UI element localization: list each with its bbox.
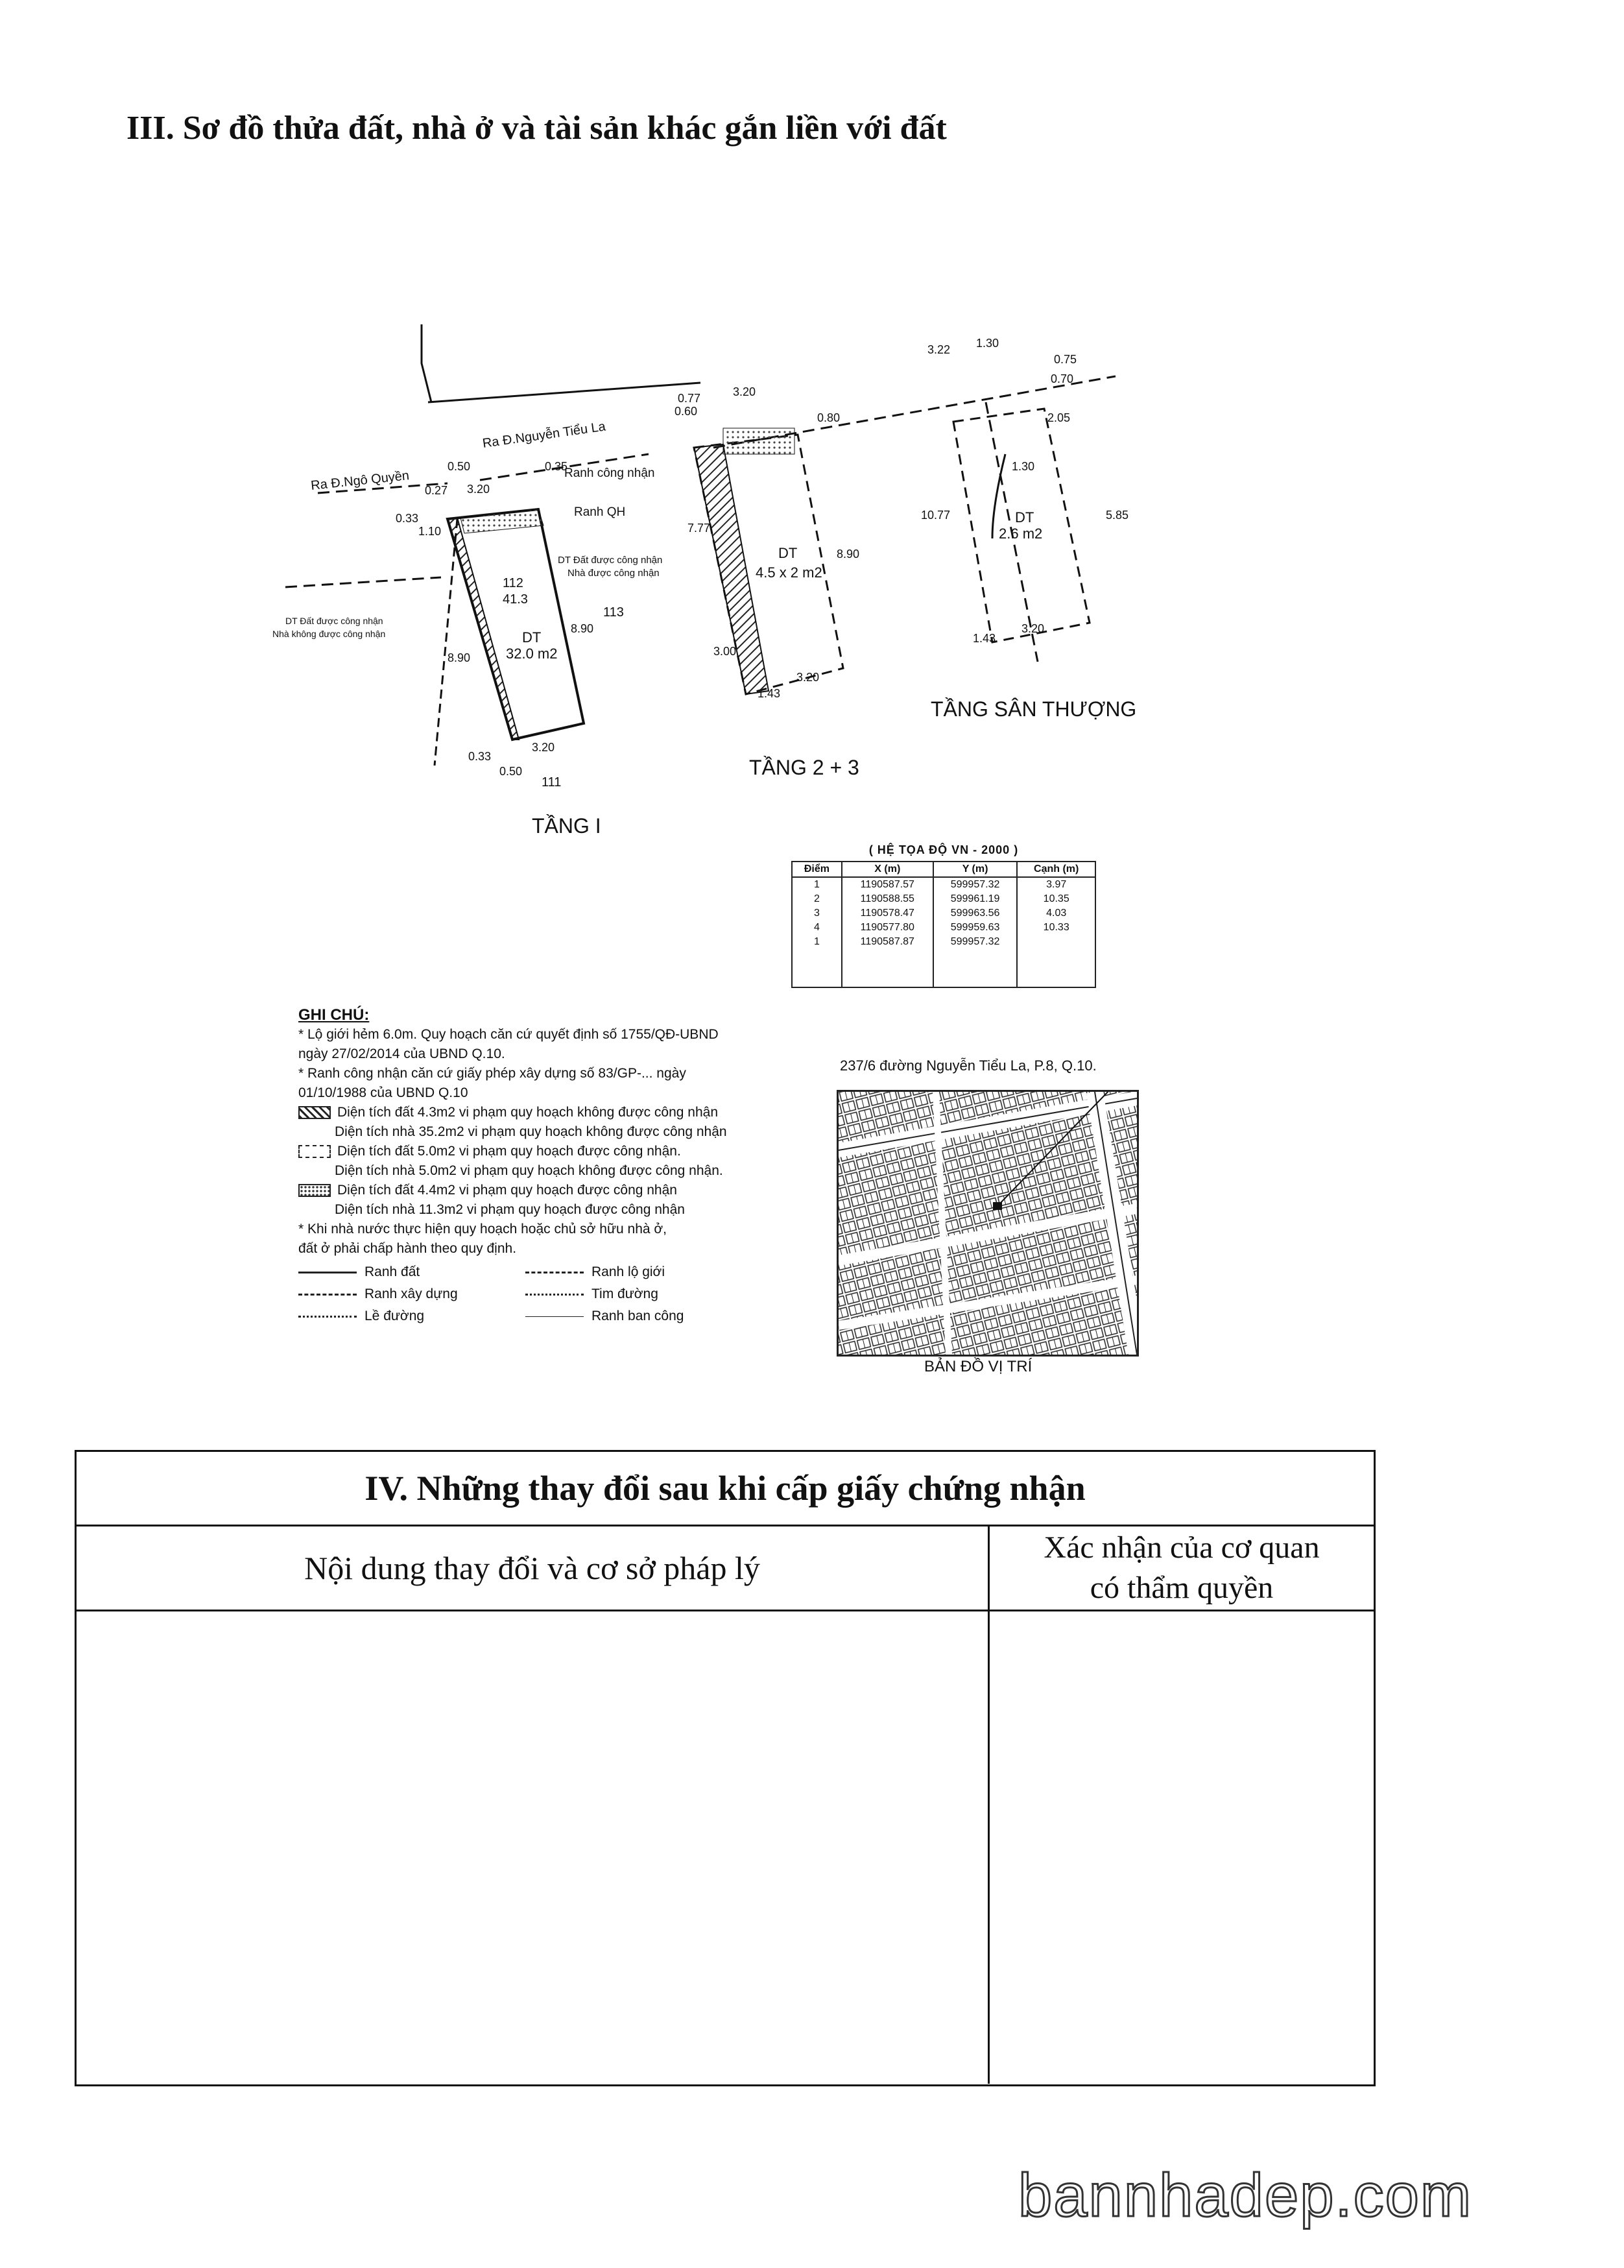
- location-map: [837, 1090, 1139, 1357]
- dim-label: 3.22: [927, 343, 951, 356]
- legend-text: Diện tích nhà 35.2m2 vi phạm quy hoạch không được công nhận: [335, 1124, 727, 1139]
- line-legend-item: [525, 1285, 752, 1304]
- dim-label: 8.90: [448, 651, 471, 664]
- authority-cell: [990, 1611, 1374, 2084]
- dim-label: 0.50: [448, 460, 471, 473]
- cell: 1: [792, 877, 842, 892]
- label-ranh-qh: Ranh QH: [574, 505, 626, 519]
- col-header: X (m): [842, 862, 933, 877]
- legend-dot: [298, 1181, 837, 1200]
- floor23-area: 4.5 x 2 m2: [756, 564, 822, 581]
- cell: 3.97: [1017, 877, 1095, 892]
- dim-label: 3.20: [1021, 622, 1045, 635]
- label-dt-khong-2: Nhà không được công nhận: [272, 629, 386, 639]
- dim-label: 0.33: [396, 512, 419, 525]
- dim-label: 1.43: [758, 687, 781, 700]
- dash-line-icon: [298, 1294, 357, 1296]
- section-3-title: III. Sơ đồ thửa đất, nhà ở và tài sản khác gắn liền với đất: [126, 110, 947, 147]
- dim-label: 3.00: [713, 645, 737, 658]
- solid-line-icon: [298, 1272, 357, 1273]
- location-map-caption: 237/6 đường Nguyễn Tiểu La, P.8, Q.10.: [840, 1057, 1097, 1074]
- note-line: * Ranh công nhận căn cứ giấy phép xây dựng số 83/GP-... ngày: [298, 1066, 686, 1081]
- dash-swatch-icon: [298, 1145, 331, 1158]
- dashdot-line-icon: [525, 1294, 584, 1296]
- dim-label: 10.77: [921, 509, 951, 522]
- line-legend-item: [525, 1262, 752, 1282]
- table-row: [792, 877, 1095, 892]
- label-dt-cong-nhan-1: DT Đất được công nhận: [558, 555, 663, 566]
- dim-label: 1.43: [973, 632, 996, 645]
- roof-area-label: DT: [1015, 509, 1034, 525]
- floor1-area: 32.0 m2: [506, 645, 558, 662]
- dim-label: 0.60: [675, 405, 698, 418]
- cell: 1: [792, 935, 842, 987]
- dim-label: 8.90: [571, 622, 594, 635]
- dim-label: 0.50: [499, 765, 523, 778]
- dim-label: 3.20: [532, 741, 555, 754]
- line-legend-label: Ranh ban công: [591, 1309, 684, 1323]
- legend-dash: [298, 1142, 837, 1161]
- neighbor-parcel-113: 113: [603, 605, 624, 620]
- dim-label: 1.10: [418, 525, 442, 538]
- changes-table: [75, 1450, 1376, 2086]
- notes-title: GHI CHÚ:: [298, 1006, 370, 1024]
- cell: 1190587.57: [842, 877, 933, 892]
- parcel-number: 112: [503, 576, 523, 590]
- cell: [1017, 935, 1095, 987]
- dashdot-line-icon: [298, 1316, 357, 1318]
- dim-label: 8.90: [837, 548, 860, 561]
- dim-label: 0.33: [468, 750, 492, 763]
- dim-label: 5.85: [1106, 509, 1129, 522]
- dim-label: 1.30: [1012, 460, 1035, 473]
- note-line: 01/10/1988 của UBND Q.10: [298, 1085, 468, 1100]
- dim-label: 0.77: [678, 392, 701, 405]
- table-row: [792, 921, 1095, 935]
- dim-label: 0.27: [425, 484, 448, 497]
- dim-label: 3.20: [796, 671, 820, 684]
- neighbor-parcel-111: 111: [542, 775, 562, 790]
- floor1-label: TẦNG I: [532, 814, 601, 838]
- dim-label: 7.77: [687, 522, 711, 535]
- note-line: * Khi nhà nước thực hiện quy hoạch hoặc chủ sở hữu nhà ở,: [298, 1222, 667, 1237]
- col-header: Y (m): [933, 862, 1018, 877]
- cell: 4.03: [1017, 906, 1095, 921]
- col-header-authority-line1: Xác nhận của cơ quan: [1044, 1530, 1320, 1565]
- line-legend-label: Lề đường: [364, 1309, 425, 1323]
- cell: 1190588.55: [842, 892, 933, 906]
- cell: 599961.19: [933, 892, 1018, 906]
- cell: 599959.63: [933, 921, 1018, 935]
- hatch-swatch-icon: [298, 1106, 331, 1119]
- line-legend-item: [298, 1262, 525, 1282]
- cell: 4: [792, 921, 842, 935]
- thin-line-icon: [525, 1316, 584, 1317]
- dot-swatch-icon: [298, 1184, 331, 1197]
- dim-label: 0.75: [1054, 353, 1077, 366]
- col-header-change-content: Nội dung thay đổi và cơ sở pháp lý: [77, 1526, 990, 1610]
- cell: 2: [792, 892, 842, 906]
- floor23-label: TẦNG 2 + 3: [749, 756, 859, 779]
- roof-area: 2.6 m2: [999, 525, 1043, 542]
- dim-label: 2.05: [1047, 411, 1071, 424]
- dim-label: 0.80: [817, 411, 841, 424]
- floor23-area-label: DT: [778, 545, 798, 561]
- col-header: Cạnh (m): [1017, 862, 1095, 877]
- cell: 599963.56: [933, 906, 1018, 921]
- roof-floor-label: TẦNG SÂN THƯỢNG: [931, 697, 1137, 721]
- coordinate-table: [791, 861, 1096, 988]
- table-row: [792, 935, 1095, 987]
- section-4-title: IV. Những thay đổi sau khi cấp giấy chứng nhận: [77, 1452, 1374, 1526]
- cell: 3: [792, 906, 842, 921]
- col-header: Điểm: [792, 862, 842, 877]
- dim-label: 0.70: [1051, 372, 1074, 385]
- table-row: [792, 906, 1095, 921]
- col-header-authority-line2: có thẩm quyền: [1090, 1571, 1274, 1605]
- label-ranh-cong-nhan: Ranh công nhận: [564, 466, 655, 480]
- table-row: [792, 892, 1095, 906]
- changes-table-header: [77, 1526, 1374, 1611]
- note-line: * Lộ giới hẻm 6.0m. Quy hoạch căn cứ quyết định số 1755/QĐ-UBND: [298, 1027, 719, 1042]
- cell: 10.33: [1017, 921, 1095, 935]
- legend-hatch: [298, 1103, 837, 1122]
- road-label-nguyen-tieu-la: Ra Đ.Nguyễn Tiểu La: [481, 419, 607, 451]
- line-legend-item: [298, 1285, 525, 1304]
- change-content-cell: [77, 1611, 990, 2084]
- line-legend-item: [298, 1307, 525, 1326]
- legend-text: Diện tích đất 5.0m2 vi phạm quy hoạch được công nhận.: [337, 1144, 681, 1159]
- cell: 10.35: [1017, 892, 1095, 906]
- watermark: bannhadep.com: [1018, 2161, 1473, 2229]
- note-line: ngày 27/02/2014 của UBND Q.10.: [298, 1046, 505, 1061]
- line-legend-label: Ranh lộ giới: [591, 1264, 665, 1279]
- cell: 1190587.87: [842, 935, 933, 987]
- note-line: đất ở phải chấp hành theo quy định.: [298, 1241, 517, 1256]
- legend-text: Diện tích đất 4.4m2 vi phạm quy hoạch được công nhận: [337, 1183, 677, 1198]
- dim-label: 3.20: [467, 483, 490, 496]
- parcel-sub-number: 41.3: [503, 592, 528, 607]
- line-legend-label: Tim đường: [591, 1286, 658, 1301]
- line-legend: [298, 1262, 837, 1326]
- changes-table-body: [77, 1611, 1374, 2084]
- cell: 1190578.47: [842, 906, 933, 921]
- line-legend-label: Ranh đất: [364, 1264, 420, 1279]
- label-dt-khong-1: DT Đất được công nhận: [285, 616, 383, 626]
- label-dt-cong-nhan-2: Nhà được công nhận: [567, 568, 660, 579]
- cell: 599957.32: [933, 935, 1018, 987]
- line-legend-item: [525, 1307, 752, 1326]
- legend-text: Diện tích nhà 11.3m2 vi phạm quy hoạch được công nhận: [335, 1202, 685, 1217]
- notes-block: [298, 1006, 837, 1326]
- legend-text: Diện tích nhà 5.0m2 vi phạm quy hoạch không được công nhận.: [335, 1163, 723, 1178]
- line-legend-label: Ranh xây dựng: [364, 1286, 458, 1301]
- floor-plan-drawing: [0, 0, 1624, 817]
- dim-label: 0.35: [545, 460, 568, 473]
- col-header-authority: [990, 1526, 1374, 1610]
- legend-text: Diện tích đất 4.3m2 vi phạm quy hoạch không được công nhận: [337, 1105, 719, 1120]
- dim-label: 1.30: [976, 337, 999, 350]
- cell: 1190577.80: [842, 921, 933, 935]
- dash-line-icon: [525, 1272, 584, 1273]
- road-label-ngo-quyen: Ra Đ.Ngô Quyền: [310, 468, 410, 493]
- floor1-area-label: DT: [522, 629, 542, 645]
- dim-label: 3.20: [733, 385, 756, 398]
- location-map-footer: BẢN ĐỒ VỊ TRÍ: [924, 1358, 1033, 1375]
- location-map-drawing: [839, 1092, 1137, 1355]
- cell: 599957.32: [933, 877, 1018, 892]
- coordinate-table-block: [791, 843, 1096, 988]
- coordinate-caption: ( HỆ TỌA ĐỘ VN - 2000 ): [868, 843, 1019, 856]
